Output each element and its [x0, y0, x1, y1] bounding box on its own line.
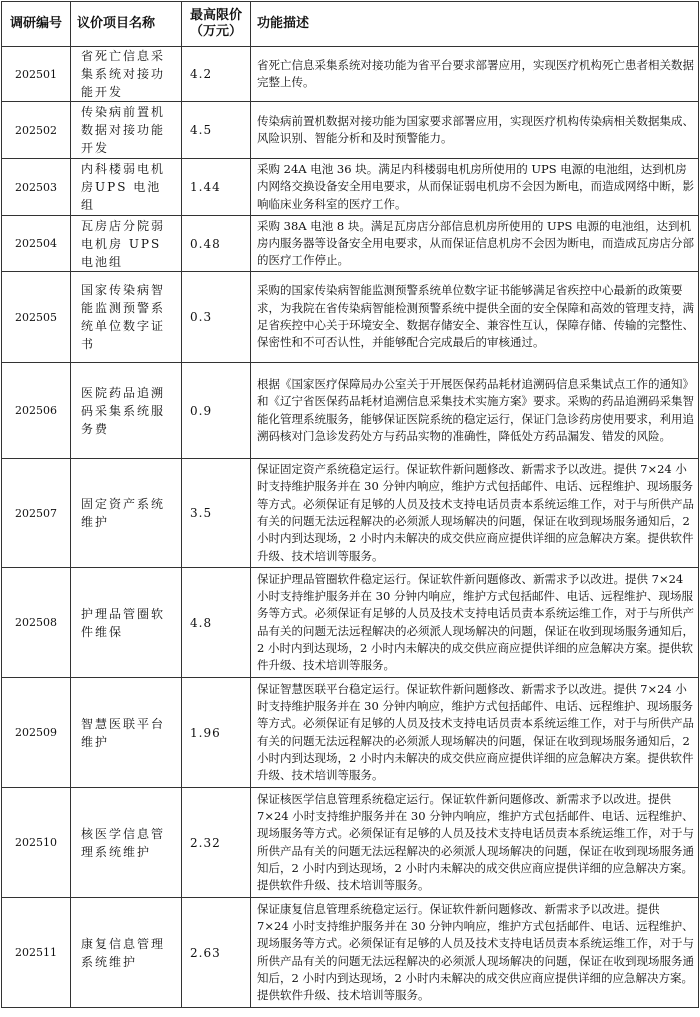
row-price: 2.32 [182, 788, 251, 898]
row-price: 4.8 [182, 568, 251, 678]
table-row [2, 898, 699, 1008]
row-name: 国家传染病智能监测预警系统单位数字证书 [71, 272, 182, 363]
header-name: 议价项目名称 [71, 2, 182, 47]
row-price: 4.2 [182, 47, 251, 102]
table-row [2, 678, 699, 788]
table-row [2, 47, 699, 102]
table-row [2, 159, 699, 216]
header-price: 最高限价（万元） [182, 2, 251, 47]
row-code: 202504 [2, 216, 71, 272]
header-code: 调研编号 [2, 2, 71, 47]
row-name: 省死亡信息采集系统对接功能开发 [71, 47, 182, 102]
row-name: 医院药品追溯码采集系统服务费 [71, 363, 182, 459]
table-row [2, 459, 699, 568]
procurement-table [1, 1, 699, 1008]
row-name: 康复信息管理系统维护 [71, 898, 182, 1008]
row-desc: 根据《国家医疗保障局办公室关于开展医保药品耗材追溯码信息采集试点工作的通知》和《辽宁省医保药品耗材追溯信息采集技术实施方案》要求。采购的药品追溯码采集智能化管理系统服务，能够保证医院系统的稳定运行，保证门急诊药房使用要求，利用追溯码核对门急诊发药处方与药品实物的准确性，降低处方药品漏发、错发的风险。 [251, 363, 699, 459]
row-code: 202501 [2, 47, 71, 102]
table-row [2, 102, 699, 159]
row-price: 1.44 [182, 159, 251, 216]
row-price: 0.9 [182, 363, 251, 459]
row-price: 3.5 [182, 459, 251, 568]
row-desc: 省死亡信息采集系统对接功能为省平台要求部署应用，实现医疗机构死亡患者相关数据完整上传。 [251, 47, 699, 102]
row-price: 1.96 [182, 678, 251, 788]
row-price: 2.63 [182, 898, 251, 1008]
table-row [2, 568, 699, 678]
row-name: 护理品管圈软件维保 [71, 568, 182, 678]
header-desc: 功能描述 [251, 2, 699, 47]
row-name: 固定资产系统维护 [71, 459, 182, 568]
row-price: 0.48 [182, 216, 251, 272]
row-name: 内科楼弱电机房UPS 电池组 [71, 159, 182, 216]
row-code: 202509 [2, 678, 71, 788]
row-desc: 传染病前置机数据对接功能为国家要求部署应用，实现医疗机构传染病相关数据集成、风险识别、智能分析和及时预警能力。 [251, 102, 699, 159]
row-name: 智慧医联平台维护 [71, 678, 182, 788]
row-name: 传染病前置机数据对接功能开发 [71, 102, 182, 159]
row-code: 202503 [2, 159, 71, 216]
table-row [2, 216, 699, 272]
row-code: 202506 [2, 363, 71, 459]
row-desc: 保证智慧医联平台稳定运行。保证软件新问题修改、新需求予以改进。提供 7×24 小时支持维护服务并在 30 分钟内响应，维护方式包括邮件、电话、远程维护、现场服务等方式。必须保证有足够的人员及技术支持电话员责本系统运维工作，对于与所供产品有关的问题无法远程解决的必须派人现场解决的问题，保证在收到现场服务通知后，2 小时内到达现场，2 小时内未解决的成交供应商应提供详细的应急解决方案。提供软件升级、技术培训等服务。 [251, 678, 699, 788]
row-name: 核医学信息管理系统维护 [71, 788, 182, 898]
header-row [2, 2, 699, 47]
row-code: 202505 [2, 272, 71, 363]
row-desc: 保证护理品管圈软件稳定运行。保证软件新问题修改、新需求予以改进。提供 7×24 小时支持维护服务并在 30 分钟内响应，维护方式包括邮件、电话、远程维护、现场服务等方式。必须保证有足够的人员及技术支持电话员责本系统运维工作，对于与所供产品有关的问题无法远程解决的必须派人现场解决的问题，保证在收到现场服务通知后，2 小时内到达现场，2 小时内未解决的成交供应商应提供详细的应急解决方案。提供软件升级、技术培训等服务。 [251, 568, 699, 678]
row-code: 202507 [2, 459, 71, 568]
row-code: 202502 [2, 102, 71, 159]
row-desc: 保证固定资产系统稳定运行。保证软件新问题修改、新需求予以改进。提供 7×24 小时支持维护服务并在 30 分钟内响应，维护方式包括邮件、电话、远程维护、现场服务等方式。必须保证有足够的人员及技术支持电话员责本系统运维工作，对于与所供产品有关的问题无法远程解决的必须派人现场解决的问题，保证在收到现场服务通知后，2 小时内到达现场，2 小时内未解决的成交供应商应提供详细的应急解决方案。提供软件升级、技术培训等服务。 [251, 459, 699, 568]
row-desc: 采购的国家传染病智能监测预警系统单位数字证书能够满足省疾控中心最新的政策要求，为我院在省传染病智能检测预警系统中提供全面的安全保障和高效的管理支持，满足省疾控中心关于环境安全、数据存储安全、兼容性互认，保障存储、传输的完整性、保密性和不可否认性，并能够配合完成最后的审核通过。 [251, 272, 699, 363]
row-desc: 采购 24A 电池 36 块。满足内科楼弱电机房所使用的 UPS 电源的电池组，达到机房内网络交换设备安全用电要求，从而保证弱电机房不会因为断电，而造成网络中断，影响临床业务科室的医疗工作。 [251, 159, 699, 216]
table-row [2, 272, 699, 363]
row-name: 瓦房店分院弱电机房 UPS 电池组 [71, 216, 182, 272]
row-code: 202510 [2, 788, 71, 898]
row-desc: 采购 38A 电池 8 块。满足瓦房店分部信息机房所使用的 UPS 电源的电池组，达到机房内服务器等设备安全用电要求，从而保证信息机房不会因为断电，而造成瓦房店分部的医疗工作停止。 [251, 216, 699, 272]
row-code: 202511 [2, 898, 71, 1008]
row-price: 4.5 [182, 102, 251, 159]
row-price: 0.3 [182, 272, 251, 363]
row-code: 202508 [2, 568, 71, 678]
row-desc: 保证康复信息管理系统稳定运行。保证软件新问题修改、新需求予以改进。提供 7×24 小时支持维护服务并在 30 分钟内响应，维护方式包括邮件、电话、远程维护、现场服务等方式。必须保证有足够的人员及技术支持电话员责本系统运维工作，对于与所供产品有关的问题无法远程解决的必须派人现场解决的问题，保证在收到现场服务通知后，2 小时内到达现场，2 小时内未解决的成交供应商应提供详细的应急解决方案。提供软件升级、技术培训等服务。 [251, 898, 699, 1008]
row-desc: 保证核医学信息管理系统稳定运行。保证软件新问题修改、新需求予以改进。提供 7×24 小时支持维护服务并在 30 分钟内响应，维护方式包括邮件、电话、远程维护、现场服务等方式。必须保证有足够的人员及技术支持电话员责本系统运维工作，对于与所供产品有关的问题无法远程解决的必须派人现场解决的问题，保证在收到现场服务通知后，2 小时内到达现场，2 小时内未解决的成交供应商应提供详细的应急解决方案。提供软件升级、技术培训等服务。 [251, 788, 699, 898]
table-row [2, 788, 699, 898]
table-row [2, 363, 699, 459]
